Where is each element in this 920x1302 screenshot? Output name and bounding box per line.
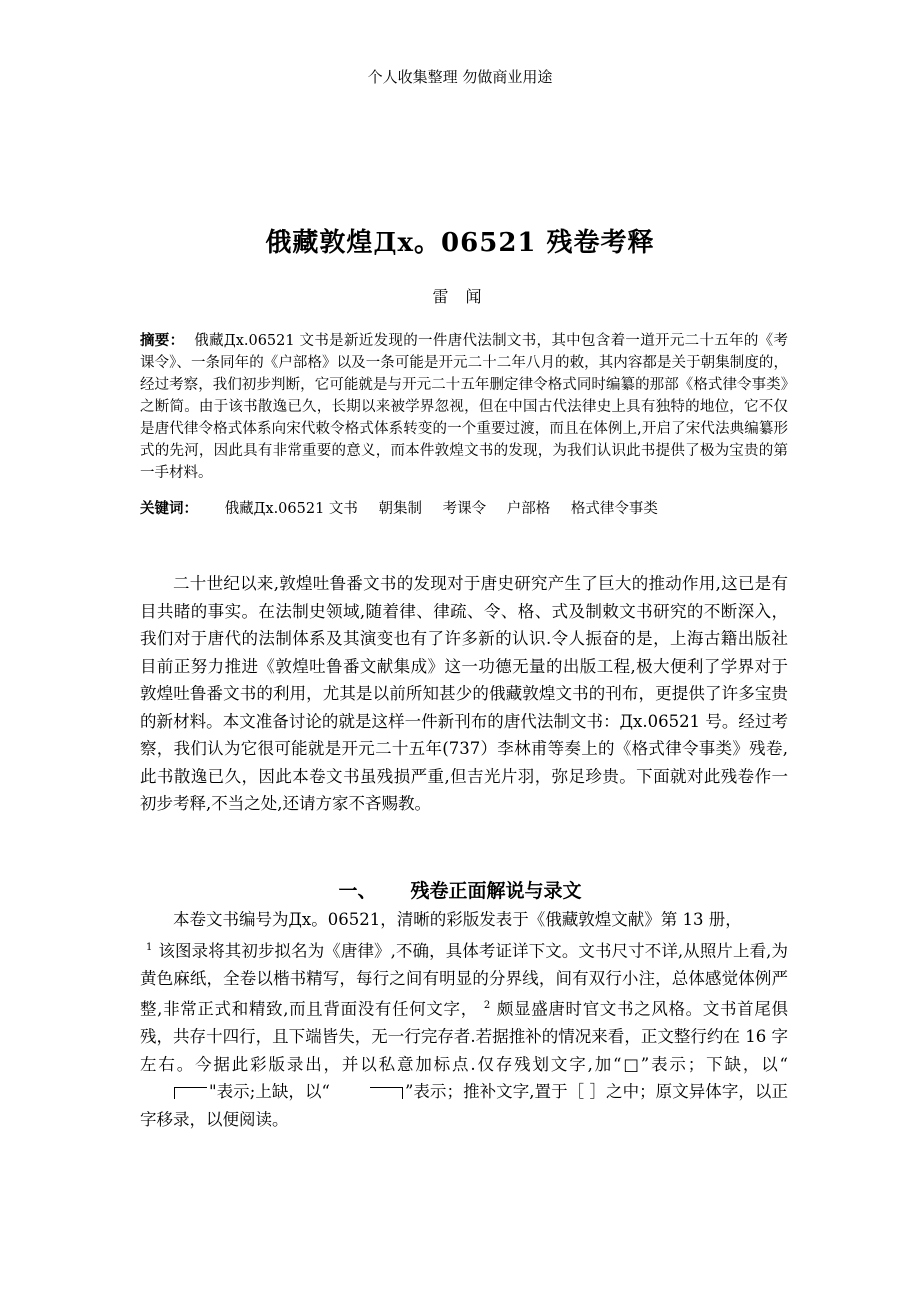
- section-number: 一、: [338, 880, 377, 902]
- section-title: 残卷正面解说与录文: [410, 880, 582, 902]
- keywords: [140, 498, 788, 520]
- lower-missing-mark: [174, 1087, 207, 1099]
- section-text-a: 本卷文书编号为Дх。06521，清晰的彩版发表于《俄藏敦煌文献》第 13 册，: [173, 910, 742, 929]
- keyword-item: 户部格: [506, 501, 551, 517]
- keywords-label: 关键词：: [140, 501, 198, 517]
- paper-author: 雷 闻: [432, 287, 488, 306]
- footnote-ref[interactable]: 1: [146, 941, 153, 953]
- intro-paragraph: 二十世纪以来,敦煌吐鲁番文书的发现对于唐史研究产生了巨大的推动作用,这已是有目共睹的事实。在法制史领域,随着律、律疏、令、格、式及制敕文书研究的不断深入，我们对于唐代的法制体系及其演变也有了许多新的认识.令人振奋的是，上海古籍出版社目前正努力推进《敦煌吐鲁番文献集成》这一功德无量的出版工程,极大便利了学界对于敦煌吐鲁番文书的利用，尤其是以前所知甚少的俄藏敦煌文书的刊布，更提供了许多宝贵的新材料。本文准备讨论的就是这样一件新刊布的唐代法制文书：Дх.06521 号。经过考察，我们认为它很可能就是开元二十五年(737）李林甫等奏上的《格式律令事类》残卷,此书散逸已久，因此本卷文书虽残损严重,但吉光片羽，弥足珍贵。下面就对此残卷作一初步考释,不当之处,还请方家不吝赐教。: [140, 574, 788, 813]
- keyword-item: 考课令: [442, 501, 487, 517]
- footnote-ref[interactable]: 2: [483, 1000, 491, 1011]
- keyword-item: 朝集制: [378, 501, 423, 517]
- abstract: [140, 330, 788, 484]
- abstract-label: 摘要：: [140, 333, 185, 349]
- section-text-e: ”表示；推补文字,置于［ ］之中；原文异体字，以正字移录，以便阅读。: [140, 1082, 788, 1129]
- section-heading: [0, 876, 920, 903]
- page-header: 个人收集整理 勿做商业用途: [367, 68, 553, 86]
- section-text-b: 该图录将其初步拟名为《唐律》,不确，具体考证详下文。文书尺寸不详,从照片上看,为黄色麻纸，全卷以楷书精写，每行之间有明显的分界线，间有双行小注，总体感觉体例严整,非常正式和精致,而且背面没有任何文字，: [140, 941, 788, 1019]
- paper-title: 俄藏敦煌Дх。06521 残卷考释: [265, 228, 655, 258]
- keyword-item: 格式律令事类: [570, 501, 658, 517]
- keyword-item: 俄藏Дх.06521 文书: [224, 501, 358, 517]
- section-text-c: 颇显盛唐时官文书之风格。文书首尾俱残，共存十四行，且下端皆失，无一行完存者.若据推补的情况来看，正文整行约在 16 字左右。今据此彩版录出，并以私意加标点.仅存残划文字,加“□”表示；下缺，以“: [140, 999, 788, 1074]
- section-paragraph: [140, 906, 788, 1133]
- abstract-text: 俄藏Дх.06521 文书是新近发现的一件唐代法制文书，其中包含着一道开元二十五年的《考课令》、一条同年的《户部格》以及一条可能是开元二十二年八月的敕，其内容都是关于朝集制度的，经过考察，我们初步判断，它可能就是与开元二十五年删定律令格式同时编纂的那部《格式律令事类》之断简。由于该书散逸已久，长期以来被学界忽视，但在中国古代法律史上具有独特的地位，它不仅是唐代律令格式体系向宋代敕令格式体系转变的一个重要过渡，而且在体例上,开启了宋代法典编纂形式的先河，因此具有非常重要的意义，而本件敦煌文书的发现，为我们认识此书提供了极为宝贵的第一手材料。: [140, 333, 788, 481]
- section-text-d: "表示;上缺，以“: [209, 1082, 330, 1101]
- upper-missing-mark: [370, 1087, 403, 1099]
